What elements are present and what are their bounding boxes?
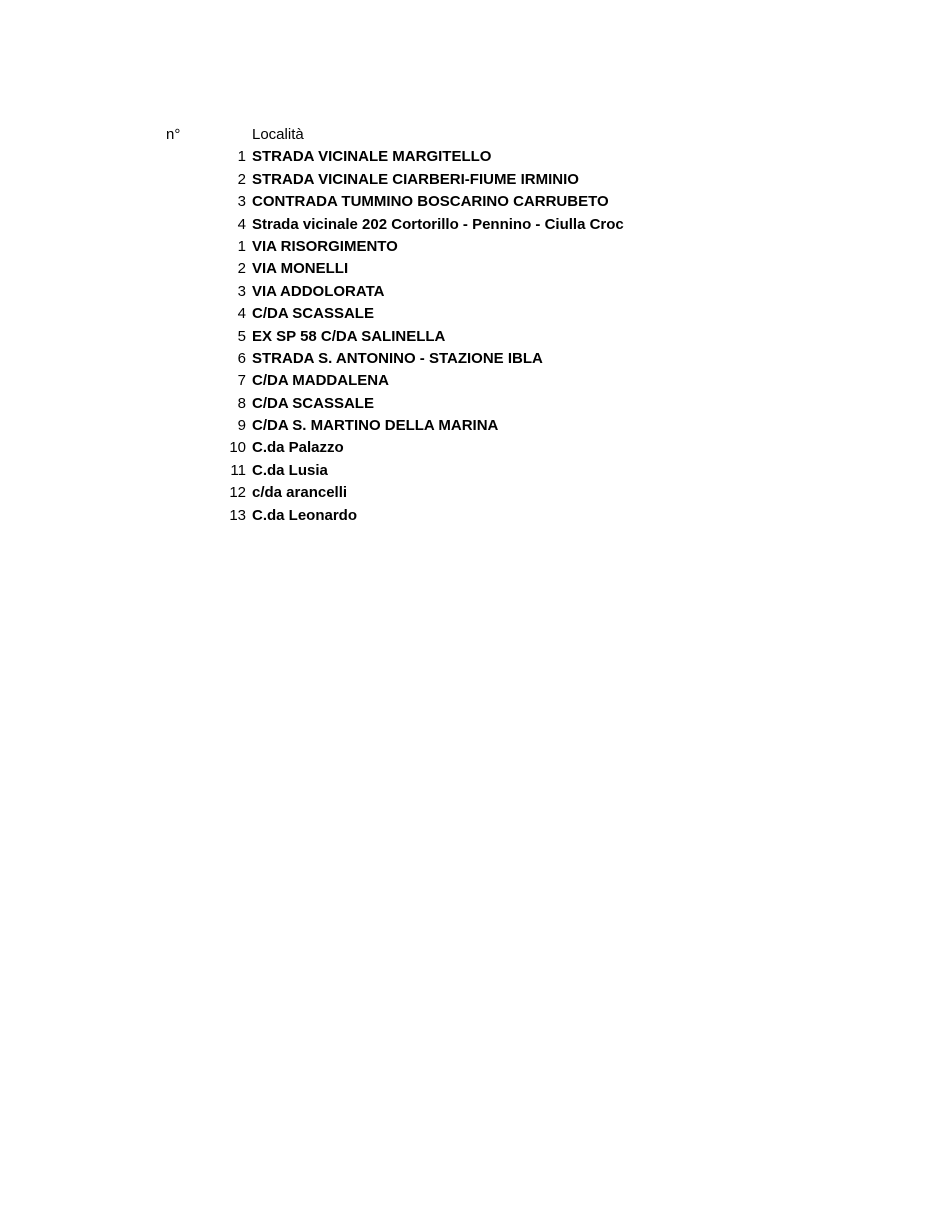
row-number: 9 [237, 417, 246, 435]
row-localita: C/DA SCASSALE [252, 394, 374, 412]
table-row [0, 169, 935, 191]
row-number: 2 [237, 170, 246, 188]
column-header-number: n° [166, 126, 181, 143]
table-row [0, 460, 935, 482]
row-localita: Strada vicinale 202 Cortorillo - Pennino - Ciulla Croc [252, 215, 624, 233]
row-localita: VIA ADDOLORATA [252, 282, 385, 300]
table-row [0, 236, 935, 258]
row-localita: STRADA S. ANTONINO - STAZIONE IBLA [252, 349, 543, 367]
row-number: 13 [229, 506, 246, 524]
row-localita: C.da Leonardo [252, 506, 358, 524]
table-row [0, 146, 935, 168]
table-row [0, 415, 935, 437]
table-row [0, 370, 935, 392]
row-localita: EX SP 58 C/DA SALINELLA [252, 327, 446, 345]
row-number: 6 [237, 349, 246, 367]
table-row [0, 191, 935, 213]
table-row [0, 393, 935, 415]
row-number: 5 [237, 327, 246, 345]
row-number: 10 [229, 439, 246, 457]
row-localita: C.da Palazzo [252, 439, 344, 457]
table-row [0, 303, 935, 325]
row-localita: C/DA MADDALENA [252, 372, 389, 390]
row-number: 4 [237, 305, 246, 323]
row-number: 8 [237, 394, 246, 412]
table-row [0, 214, 935, 236]
row-number: 3 [237, 193, 246, 211]
row-localita: CONTRADA TUMMINO BOSCARINO CARRUBETO [252, 193, 609, 211]
table-row [0, 326, 935, 348]
table-row [0, 281, 935, 303]
row-number: 4 [237, 215, 246, 233]
row-localita: STRADA VICINALE CIARBERI-FIUME IRMINIO [252, 170, 579, 188]
row-localita: C/DA S. MARTINO DELLA MARINA [252, 417, 499, 435]
table-row [0, 258, 935, 280]
row-localita: STRADA VICINALE MARGITELLO [252, 148, 492, 166]
row-number: 1 [237, 148, 246, 166]
table-row [0, 348, 935, 370]
row-localita: C.da Lusia [252, 461, 328, 479]
row-localita: c/da arancelli [252, 484, 348, 502]
row-localita: VIA MONELLI [252, 260, 349, 278]
column-header-localita: Località [252, 126, 304, 143]
row-number: 1 [237, 237, 246, 255]
table-header [0, 124, 935, 146]
row-localita: VIA RISORGIMENTO [252, 237, 398, 255]
table-row [0, 482, 935, 504]
row-number: 2 [237, 260, 246, 278]
row-number: 11 [230, 461, 246, 479]
localita-table [0, 124, 935, 527]
row-number: 3 [237, 282, 246, 300]
row-number: 12 [229, 484, 246, 502]
row-number: 7 [237, 372, 246, 390]
table-row [0, 437, 935, 459]
row-localita: C/DA SCASSALE [252, 305, 374, 323]
table-row [0, 505, 935, 527]
